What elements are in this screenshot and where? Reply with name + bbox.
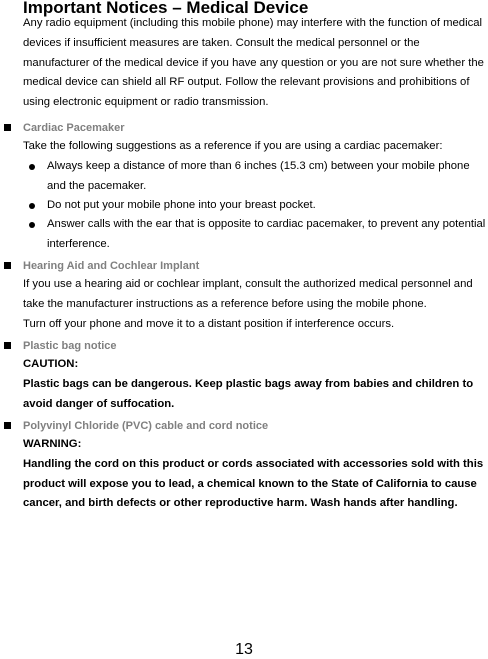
hearing-line: Turn off your phone and move it to a distant position if interference occurs.	[23, 317, 395, 330]
caution-label: CAUTION:	[23, 358, 79, 370]
round-bullet-icon	[29, 164, 35, 170]
intro-line: manufacturer of the medical device if you have any question or you are not sure whether the	[23, 56, 484, 69]
intro-line: medical device can shield all RF output. Follow the relevant provisions and prohibitions of	[23, 76, 470, 89]
page-number: 13	[235, 641, 253, 658]
hearing-line: take the manufacturer instructions as a reference before using the mobile phone.	[23, 297, 427, 310]
intro-line: using electronic equipment or radio transmission.	[23, 96, 269, 109]
round-bullet-icon	[29, 203, 35, 209]
list-item-text	[47, 157, 488, 197]
hearing-line: If you use a hearing aid or cochlear implant, consult the authorized medical personnel and	[23, 278, 473, 290]
section-heading-text: Hearing Aid and Cochlear Implant	[23, 260, 200, 272]
list-item-line: Answer calls with the ear that is opposite to cardiac pacemaker, to prevent any potential	[47, 218, 486, 230]
pacemaker-lead	[23, 137, 488, 157]
section-heading-text: Plastic bag notice	[23, 340, 117, 352]
pvc-line: product will expose you to lead, a chemical known to the State of California to cause	[23, 477, 477, 490]
round-bullet-icon	[29, 222, 35, 228]
section-heading-text: Polyvinyl Chloride (PVC) cable and cord notice	[23, 420, 269, 432]
list-item-line: and the pacemaker.	[47, 179, 147, 192]
warning-label: WARNING:	[23, 438, 82, 450]
pacemaker-lead-line: Take the following suggestions as a reference if you are using a cardiac pacemaker:	[23, 140, 443, 152]
list-item-text	[47, 196, 488, 216]
pvc-notice	[23, 435, 488, 514]
pvc-line: cancer, and birth defects or other reproductive harm. Wash hands after handling.	[23, 497, 458, 510]
list-item-line: Do not put your mobile phone into your breast pocket.	[47, 199, 316, 211]
plastic-bag-line: avoid danger of suffocation.	[23, 397, 175, 410]
intro-line: Any radio equipment (including this mobile phone) may interfere with the function of medical	[23, 17, 483, 29]
plastic-bag-line: Plastic bags can be dangerous. Keep plastic bags away from babies and children to	[23, 377, 474, 390]
list-item-text	[47, 215, 488, 255]
square-bullet-icon	[4, 124, 11, 131]
page-title: Important Notices – Medical Device	[23, 0, 309, 17]
square-bullet-icon	[4, 422, 11, 429]
plastic-bag-notice	[23, 355, 488, 414]
intro-line: devices if insufficient measures are taken. Consult the medical personnel or the	[23, 36, 420, 49]
pvc-line: Handling the cord on this product or cords associated with accessories sold with this	[23, 457, 484, 470]
list-item-line: Always keep a distance of more than 6 inches (15.3 cm) between your mobile phone	[47, 160, 470, 172]
intro-paragraph	[23, 14, 488, 113]
hearing-paragraph	[23, 275, 488, 334]
square-bullet-icon	[4, 342, 11, 349]
list-item-line: interference.	[47, 237, 110, 250]
square-bullet-icon	[4, 262, 11, 269]
section-heading-text: Cardiac Pacemaker	[23, 122, 125, 134]
